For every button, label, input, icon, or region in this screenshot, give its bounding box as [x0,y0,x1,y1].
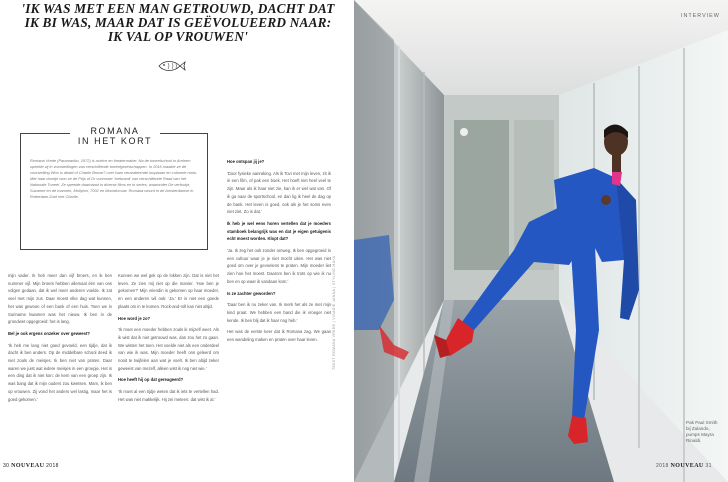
folio-right [656,463,712,469]
question-heading: Ik heb je wel eens horen vertellen dat je moeders stamboek belangrijk was en dat je eigen getuigenis echt moest worden. Klopt dat? [227,220,331,242]
section-label: INTERVIEW [681,13,720,19]
photo-credit-line: bij Zalando, [686,426,710,431]
issue-year: 2018 [46,463,59,469]
quote-line-2: IK BI WAS, MAAR DAT IS GEËVOLUEERD NAAR: [24,15,332,30]
vertical-credit: TEKST ROMANA VREDE | VISAGIE JANNA | STYLING MAYA [332,255,336,370]
left-page [0,0,354,482]
portrait-photo [354,0,728,482]
page-number: 30 [3,463,10,469]
question-heading: Hoe heeft hij op dat gereageerd? [118,377,184,383]
paragraph: 'Ik moet al een tijdje weten dat ik iets te vertellen had. Het was niet makkelijk. Hij zei meteen: dat wist ik al.' [118,389,219,402]
pull-quote [8,2,348,44]
photo-credit-line: pumps Mayra [686,432,714,437]
photo-credit-line: Rinaldi. [686,438,702,443]
magazine-brand: NOUVEAU [11,463,45,469]
question-heading: Is ze zachter geworden? [227,290,276,296]
paragraph: 'Ja. Ik zeg het ook zonder omweg. Ik ben opgegroeid in een cultuur waar je je niet mocht uiten. Het was niet goed om over je gevoelens te praten. Mijn moeder liet zien hoe het moest. Daarom ben ik trots op wie ik nu ben en op waar ik vandaan kom.' [227,248,331,284]
question-heading: Hoe word je zo? [118,315,151,321]
magazine-brand: NOUVEAU [670,463,704,469]
paragraph: mijn vader. Ik heb meer dan vijf broers, en ik ben nummer vijf. Mijn broers hebben allemaal één van ons volgen gedaan, dat ik wel meer anderen voelde. Ik zat veel met mijn zus. Daar moest elke dag wat kunnen, het was gewoon of een bank of een huis. Toen we in Suriname kwamen was het nieuw. Ik ben in de grondwet opgegroeid: het is lang. [8,273,112,325]
issue-year: 2018 [656,463,669,469]
paragraph: Kunnen we wel gek op de lokken zijn. Dat is niet het leven. Ze zien mij niet op die manier. 'Hoe ben je gekomen?' Mijn vriendin is gekomen op haar moeder, en een anderen wil ook: 'Ja.' Er is niet een goede plaats om in te komen. Rock-and-roll kan niet altijd. [118,273,219,309]
profile-box-title [70,126,160,146]
article-column-2 [118,272,219,408]
box-title-line-2: IN HET KORT [77,136,153,146]
profile-box-text: Romana Vrede (Paramaribo, 1972) is actrice en theatermaker. Na de toneelschool in Arnhem speelde zij in voorstellingen van verschillende toneelgezelschappen. In 2016 maakte ze de voorstelling Who is afraid of Charlie Brown? over haar veranderende loopbaan en culturele roots. Met haar doortje won ze de Prijs of Dr voormaer 'toebrand' van verschillende Raad van het Nationale Toneel. Ze speelde daarnaast in diverse films en in series, waaronder De verfoutje, Suzanne en de mannen, Mollyton, 7002 en Moordvrouw. Romana woont in de Amsterdamse in Rotterdam Zuid met Charlie. [30,158,198,199]
right-page-photo [354,0,728,482]
folio-left [3,463,59,469]
paragraph: 'Ik moet een moeder hebben zoals ik mijzelf weet. Als ik wist dat ik niet getrouwd was, dan zou het zo gaan. We wisten het toen. Het voelde niet als een onderdeel van wie ik was. Mijn moeder heeft ons geleerd om nooit te twijfelen aan wat je voelt. Ik ben altijd zeker geweest van mezelf, alleen wist ik nog niet wie.' [118,327,219,371]
page-number: 31 [705,463,712,469]
paragraph: Het was de eerste keer dat ik Romana zag. We gaan een wandeling maken en praten over haar leven. [227,329,331,343]
photo-credit-line: Pak Paul Smith [686,420,718,425]
quote-line-3: IK VAL OP VROUWEN' [107,29,249,44]
article-column-3 [227,158,331,348]
paragraph: 'Door fysieke aanraking. Als ik Tovi met mijn leven, zit ik in een film, of pak een boek. Het hoeft niet heel veel te zijn. Maar als ik haar niet zie, kan ik er wel wat van. Of ik ga naar de sportschool, en dan lig ik heel de dag op de bank. Het leven is goed, ook als je het soms even niet ziet. Zo is dat.' [227,170,331,215]
paragraph: 'Ik heb me lang niet goed gevoeld, een tijdje, dat ik dacht ik ben anders. Op de middelbare school deed ik niet zoals de meisjes. Ik ben niet van praten. Daar waren we juist wat iedere meisjes in een groepje. Het is een ding dat ik niet kon: de kern van een groep zijn. Ik was bang dat ik mijn ouders zou kwetsen. Mam, ik ben op vrouwen. Zij vond het anders wel lastig, maar het is goed gekomen.' [8,342,112,402]
fish-icon [156,58,186,74]
article-column-1 [8,272,112,407]
question-heading: Hoe ontspan jij je? [227,159,265,164]
box-title-line-1: ROMANA [90,126,140,136]
photo-credit [686,420,726,444]
paragraph: 'Daar ben ik nu zeker van. Ik merk het als ze met mijn kind praat. We hebben een band die ik vroeger niet kende. Ik ben blij dat ik haar nog heb.' [227,302,331,323]
quote-line-1: 'IK WAS MET EEN MAN GETROUWD, DACHT DAT [21,1,335,16]
question-heading: Bel je ook ergens onzeker over geweest? [8,330,90,336]
